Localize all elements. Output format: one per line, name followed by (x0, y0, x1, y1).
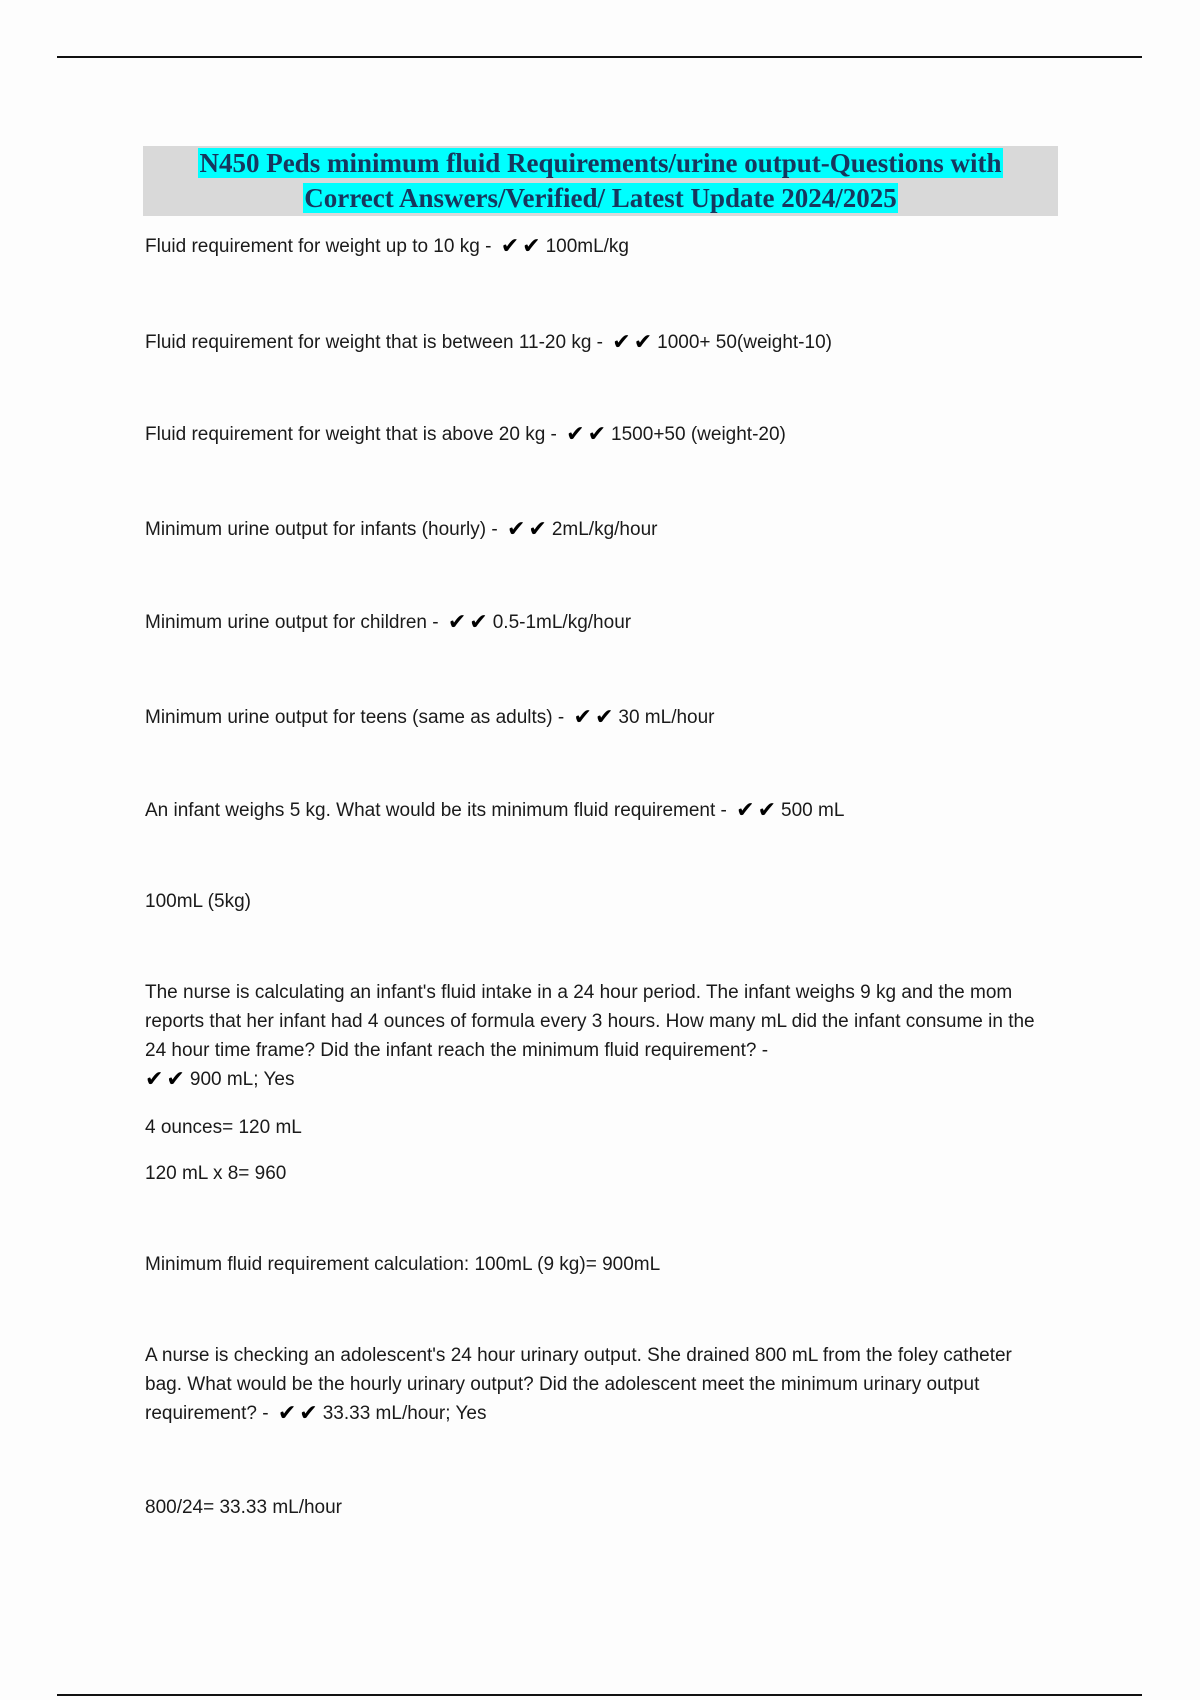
answer-text: 33.33 mL/hour; Yes (322, 1403, 487, 1424)
question-text: Fluid requirement for weight up to 10 kg - (145, 236, 492, 257)
question-text: Minimum urine output for teens (same as adults) - (145, 707, 565, 728)
note-infant-calc: 100mL (5kg) (145, 891, 251, 912)
answer-text: 0.5-1mL/kg/hour (492, 612, 632, 633)
work-line: 800/24= 33.33 mL/hour (145, 1497, 343, 1518)
work-line: Minimum fluid requirement calculation: 100mL (9 kg)= 900mL (145, 1254, 661, 1275)
answer-text: 30 mL/hour (618, 707, 715, 728)
question-text: The nurse is calculating an infant's fluid intake in a 24 hour period. The infant weighs 9 kg and the mom reports that her infant had 4 ounces of formula every 3 hours. How many mL did the infant consume in the 24 hour time frame? Did the infant reach the minimum fluid requirement? - (145, 982, 1035, 1061)
question-text: A nurse is checking an adolescent's 24 hour urinary output. She drained 800 mL from the foley catheter bag. What would be the hourly urinary output? Did the adolescent meet the minimum urinary output requirement? - (145, 1345, 1012, 1424)
double-check-icon: ✔✔ (612, 330, 656, 355)
question-text: Fluid requirement for weight that is above 20 kg - (145, 424, 557, 445)
answer-text: 2mL/kg/hour (551, 519, 658, 540)
qa-item-3 (145, 420, 1045, 449)
double-check-icon: ✔✔ (573, 705, 617, 730)
qa-item-5 (145, 608, 1045, 637)
double-check-icon: ✔✔ (145, 1067, 188, 1092)
question-text: Minimum urine output for infants (hourly) - (145, 519, 498, 540)
answer-text: 500 mL (781, 800, 845, 821)
double-check-icon: ✔✔ (277, 1401, 321, 1426)
title-line-1: N450 Peds minimum fluid Requirements/urine output-Questions with (199, 148, 1002, 178)
document-title (143, 146, 1058, 216)
qa-item-output (145, 1341, 1045, 1428)
question-text: An infant weighs 5 kg. What would be its minimum fluid requirement - (145, 800, 727, 821)
qa-item-intake (145, 978, 1045, 1094)
qa-item-4 (145, 515, 1045, 544)
double-check-icon: ✔✔ (506, 517, 550, 542)
bottom-rule (57, 1694, 1142, 1696)
work-line: 4 ounces= 120 mL (145, 1117, 302, 1138)
qa-item-1 (145, 232, 1045, 261)
title-line-2: Correct Answers/Verified/ Latest Update 2024/2025 (304, 183, 897, 213)
top-rule (57, 56, 1142, 58)
double-check-icon: ✔✔ (500, 234, 544, 259)
question-text: Fluid requirement for weight that is between 11-20 kg - (145, 332, 603, 353)
answer-text: 100mL/kg (545, 236, 630, 257)
double-check-icon: ✔✔ (566, 422, 610, 447)
qa-item-2 (145, 328, 1045, 357)
qa-item-7 (145, 796, 1045, 825)
answer-text: 1500+50 (weight-20) (611, 424, 786, 445)
qa-item-6 (145, 703, 1045, 732)
answer-text: 900 mL; Yes (189, 1069, 295, 1090)
work-line: 120 mL x 8= 960 (145, 1163, 287, 1184)
double-check-icon: ✔✔ (736, 798, 780, 823)
answer-text: 1000+ 50(weight-10) (657, 332, 832, 353)
question-text: Minimum urine output for children - (145, 612, 439, 633)
double-check-icon: ✔✔ (447, 610, 491, 635)
